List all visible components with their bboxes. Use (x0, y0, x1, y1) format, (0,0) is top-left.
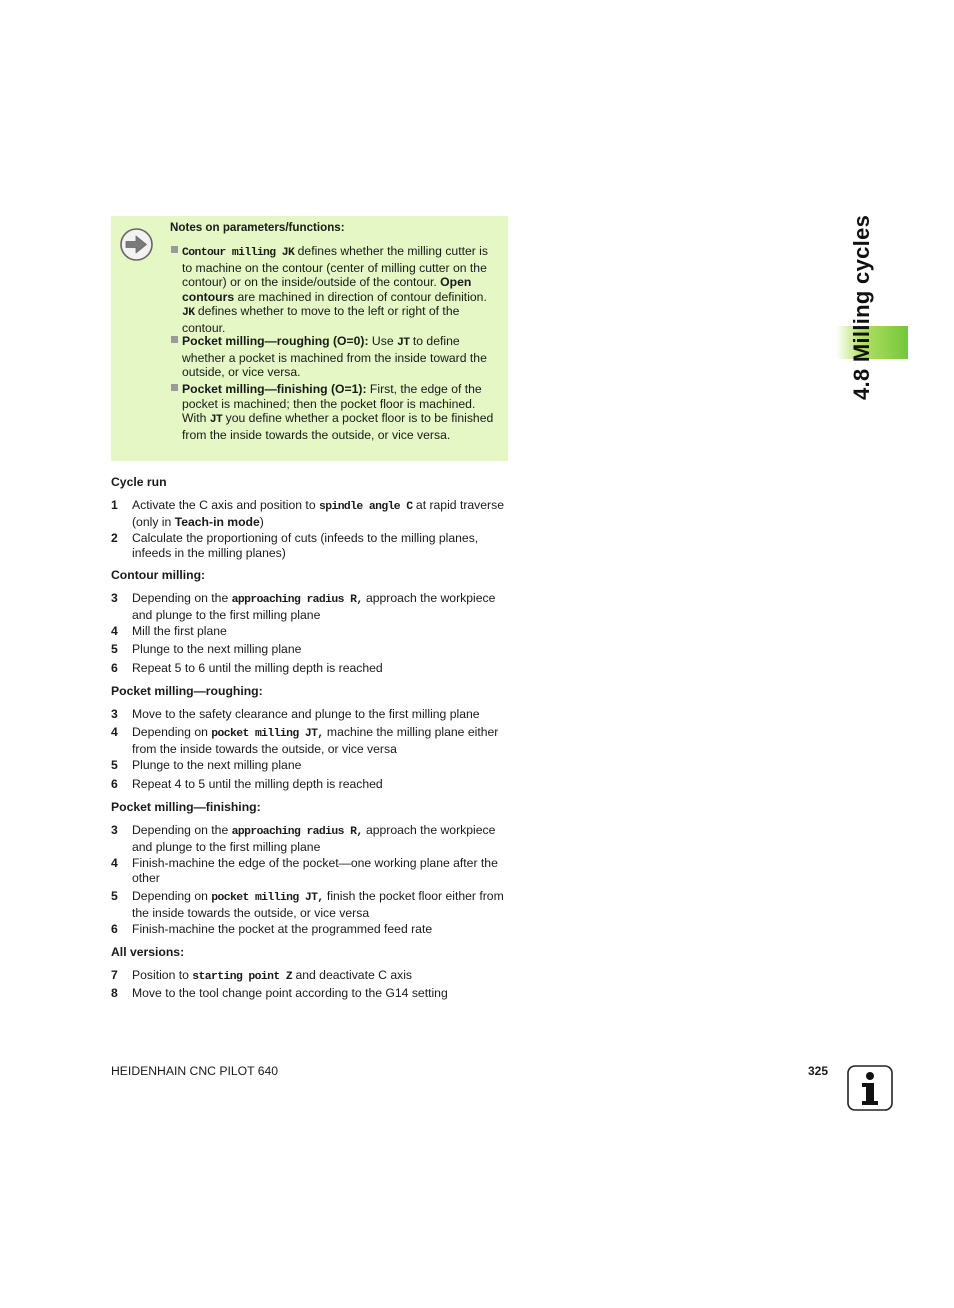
step-item: 4 Mill the first plane (111, 624, 227, 638)
bullet-square-icon (171, 336, 178, 343)
step-item: 4 Depending on pocket milling JT, machine the milling plane either from the inside towards the outside, or vice versa (111, 725, 499, 756)
heading-pocket-finishing: Pocket milling—finishing: (111, 800, 261, 814)
notes-title: Notes on parameters/functions: (170, 221, 345, 234)
step-item: 6 Finish-machine the pocket at the programmed feed rate (111, 922, 433, 936)
step-item: 5 Plunge to the next milling plane (111, 758, 302, 772)
step-item: 5 Plunge to the next milling plane (111, 642, 302, 656)
note-item-finishing: Pocket milling—finishing (O=1): First, the edge of the pocket is machined; then the pocket floor is machined. With JT you define whether a pocket floor is to be finished from the inside towards the outside, or vice versa. (171, 382, 501, 442)
section-title-text: 4.8 Milling cycles (849, 214, 874, 400)
info-icon (847, 1065, 893, 1111)
heading-pocket-roughing: Pocket milling—roughing: (111, 684, 263, 698)
heading-cycle-run: Cycle run (111, 475, 167, 489)
bullet-square-icon (171, 384, 178, 391)
note-item-roughing: Pocket milling—roughing (O=0): Use JT to define whether a pocket is machined from the inside toward the outside, or vice versa. (171, 334, 501, 380)
step-item: 4 Finish-machine the edge of the pocket—one working plane after the other (111, 856, 498, 885)
step-item: 8 Move to the tool change point according to the G14 setting (111, 986, 448, 1000)
footer-manual-title: HEIDENHAIN CNC PILOT 640 (111, 1064, 279, 1078)
step-item: 6 Repeat 5 to 6 until the milling depth is reached (111, 661, 383, 675)
step-item: 5 Depending on pocket milling JT, finish the pocket floor either from the inside towards the outside, or vice versa (111, 889, 504, 920)
page-number: 325 (808, 1064, 829, 1078)
heading-all-versions: All versions: (111, 945, 185, 959)
note-item-contour: Contour milling JK defines whether the milling cutter is to machine on the contour (center of milling cutter on the contour) or on the inside/outside of the contour. Open contours are machined in direction of contour definition. JK defines whether to move to the left or right of the contour. (171, 244, 501, 336)
code-term: Contour milling JK (182, 247, 295, 259)
step-item: 1 Activate the C axis and position to spindle angle C at rapid traverse (only in Teach-in mode) (111, 498, 504, 529)
step-item: 3 Move to the safety clearance and plunge to the first milling plane (111, 707, 480, 721)
step-item: 2 Calculate the proportioning of cuts (infeeds to the milling planes, infeeds in the milling planes) (111, 531, 479, 560)
heading-contour-milling: Contour milling: (111, 568, 206, 582)
bullet-square-icon (171, 246, 178, 253)
step-item: 3 Depending on the approaching radius R, approach the workpiece and plunge to the first milling plane (111, 823, 496, 854)
step-item: 3 Depending on the approaching radius R, approach the workpiece and plunge to the first milling plane (111, 591, 496, 622)
arrow-right-icon (119, 227, 154, 262)
step-item: 6 Repeat 4 to 5 until the milling depth is reached (111, 777, 383, 791)
step-item: 7 Position to starting point Z and deactivate C axis (111, 968, 412, 983)
